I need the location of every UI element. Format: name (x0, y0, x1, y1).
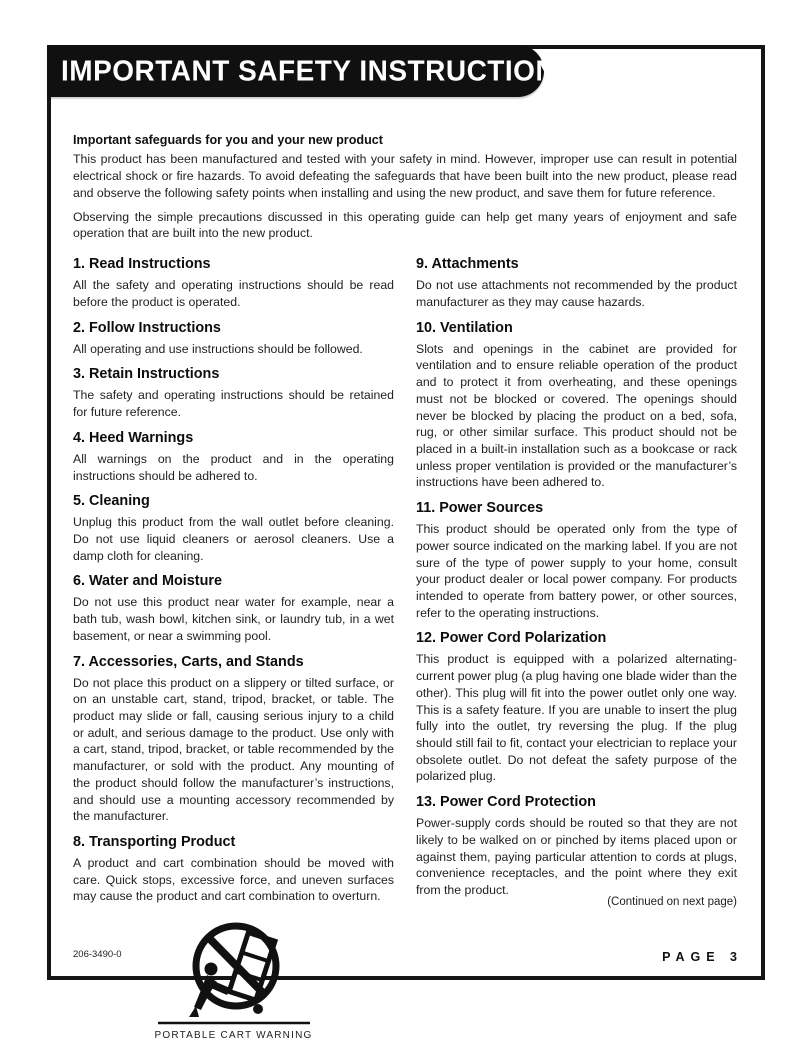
section-heading: 3. Retain Instructions (73, 366, 220, 383)
safety-section (73, 430, 394, 484)
portable-cart-warning (149, 919, 319, 1041)
section-heading: 7. Accessories, Carts, and Stands (73, 653, 304, 670)
safety-section (73, 654, 394, 825)
safety-section (73, 493, 394, 564)
page-title: IMPORTANT SAFETY INSTRUCTIONS (61, 54, 576, 87)
page-frame (47, 45, 765, 1041)
safety-section (416, 256, 737, 310)
intro-paragraph-1: This product has been manufactured and tested with your safety in mind. However, improper use can result in potential electrical shock or fire hazards. To avoid defeating the safeguards that have been built into the new product, please read and observe the following safety points when installing and using the new product, and save them for future reference. (73, 152, 737, 200)
section-heading: 6. Water and Moisture (73, 573, 222, 590)
section-body: This product should be operated only from the type of power source indicated on the marking label. If you are not sure of the type of power supply to your home, consult your product dealer or local power company. For products intended to operate from battery power, or other sources, refer to the operating instructions. (416, 522, 737, 620)
section-heading: 10. Ventilation (416, 319, 513, 336)
section-body: All warnings on the product and in the operating instructions should be adhered to. (73, 451, 394, 483)
section-heading: 9. Attachments (416, 256, 519, 273)
section-heading: 12. Power Cord Polarization (416, 630, 607, 647)
safety-section (416, 320, 737, 491)
section-heading: 13. Power Cord Protection (416, 794, 596, 811)
section-body: The safety and operating instructions should be retained for future reference. (73, 388, 394, 420)
cart-wheel (253, 1004, 263, 1014)
no-cart-icon (154, 919, 314, 1027)
safety-section (73, 256, 394, 310)
right-sections (416, 256, 737, 899)
section-body: Power-supply cords should be routed so that they are not likely to be walked on or pinched by items placed upon or against them, paying particular attention to cords at plugs, convenience receptacles, and the point where they exit from the product. (416, 816, 737, 898)
safety-section (73, 573, 394, 644)
page-content (51, 49, 761, 1041)
continued-note: (Continued on next page) (607, 896, 737, 908)
left-sections (73, 256, 394, 905)
section-heading: 4. Heed Warnings (73, 429, 194, 446)
section-body: All operating and use instructions should be followed. (73, 341, 363, 356)
intro-heading: Important safeguards for you and your new product (73, 133, 383, 147)
doc-number: 206-3490-0 (73, 949, 122, 960)
safety-section (73, 366, 394, 420)
left-column (73, 256, 394, 1041)
section-body: A product and cart combination should be moved with care. Quick stops, excessive force, and uneven surfaces may cause the product and cart combination to overturn. (73, 856, 394, 904)
section-heading: 11. Power Sources (416, 500, 544, 517)
intro-block (73, 133, 737, 242)
section-body: Do not use attachments not recommended by the product manufacturer as they may cause hazards. (416, 278, 737, 309)
intro-paragraph-2: Observing the simple precautions discussed in this operating guide can help get many years of enjoyment and safe operation that are built into the new product. (73, 209, 737, 241)
two-column-layout (73, 256, 737, 1041)
section-body: Unplug this product from the wall outlet before cleaning. Do not use liquid cleaners or aerosol cleaners. Use a damp cloth for cleaning. (73, 515, 394, 563)
safety-section (73, 834, 394, 905)
safety-section (73, 320, 394, 358)
safety-section (416, 630, 737, 785)
section-heading: 5. Cleaning (73, 493, 150, 510)
page-number: PAGE 3 (662, 950, 743, 964)
safety-section (416, 500, 737, 621)
section-heading: 1. Read Instructions (73, 256, 211, 273)
right-column (416, 256, 737, 1041)
section-heading: 8. Transporting Product (73, 834, 236, 851)
section-body: All the safety and operating instructions should be read before the product is operated. (73, 278, 394, 309)
section-body: Do not use this product near water for example, near a bath tub, wash bowl, kitchen sink, or laundry tub, in a wet basement, or near a swimming pool. (73, 595, 394, 643)
section-body: Do not place this product on a slippery or tilted surface, or on an unstable cart, stand, tripod, bracket, or table. The product may slide or fall, causing serious injury to a child or adult, and serious damage to the product. Use only with a cart, stand, tripod, bracket, or table recommended by the manufacturer, or sold with the product. Any mounting of the product should follow the manufacturer’s instructions, and should use a mounting accessory recommended by the manufacturer. (73, 675, 394, 824)
safety-section (416, 794, 737, 899)
section-body: This product is equipped with a polarized alternating-current power plug (a plug having one blade wider than the other). This plug will fit into the power outlet only one way. This is a safety feature. If you are unable to insert the plug fully into the outlet, try reversing the plug. If the plug should still fail to fit, contact your electrician to replace your obsolete outlet. Do not defeat the safety purpose of the polarized plug. (416, 652, 737, 784)
cart-warning-label: PORTABLE CART WARNING (154, 1030, 313, 1041)
section-heading: 2. Follow Instructions (73, 319, 221, 336)
section-body: Slots and openings in the cabinet are provided for ventilation and to ensure reliable operation of the product and to protect it from overheating, and these openings must not be blocked or covered. The openings should never be blocked by placing the product on a bed, sofa, rug, or other similar surface. This product should not be placed in a built-in installation such as a bookcase or rack unless proper ventilation is provided or the manufacturer’s instructions have been adhered to. (416, 341, 737, 490)
